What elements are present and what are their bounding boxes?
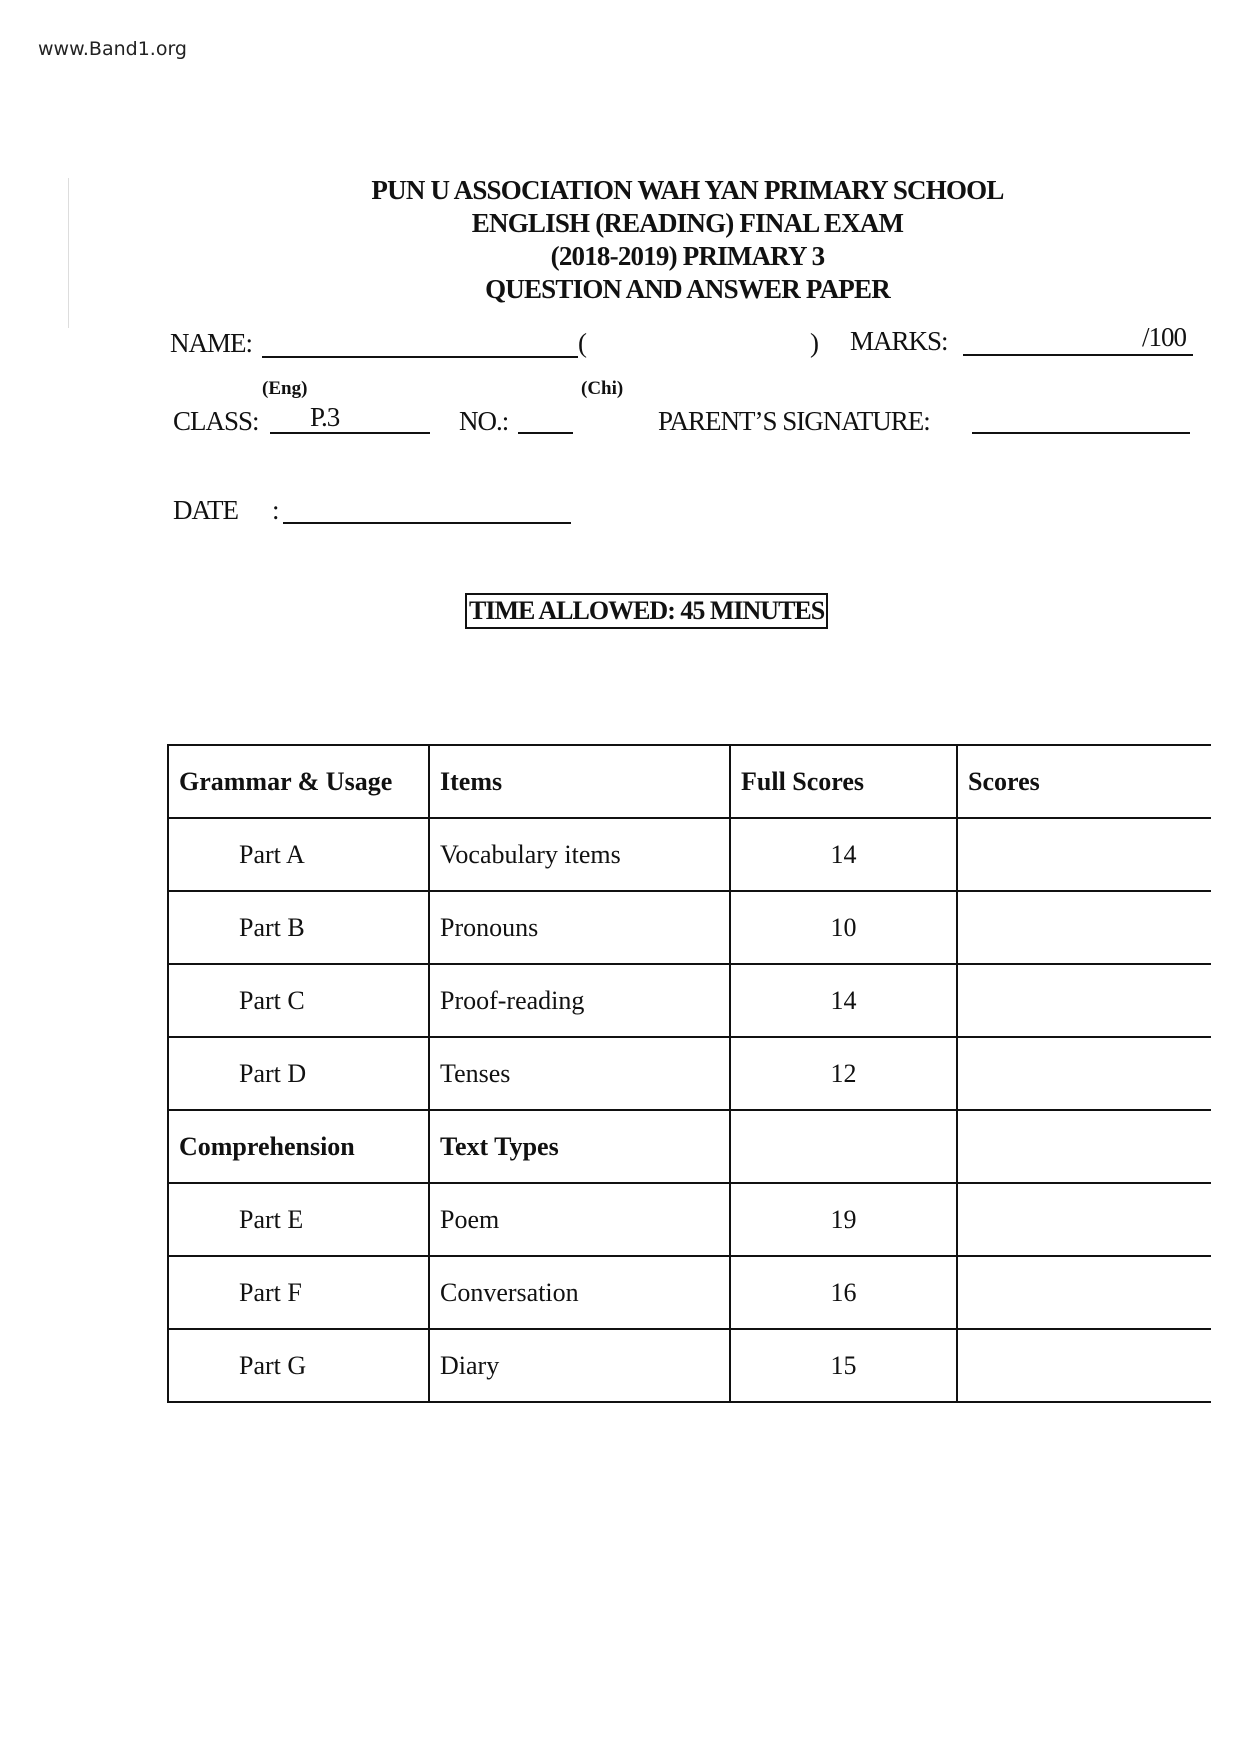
item-cell: Poem [429,1183,730,1256]
full-score-cell: 12 [730,1037,957,1110]
table-row [168,1183,1211,1256]
full-score-cell: 15 [730,1329,957,1402]
part-cell: Part F [168,1256,429,1329]
score-cell[interactable] [957,1183,1211,1256]
paper-type: QUESTION AND ANSWER PAPER [485,274,890,304]
table-row [168,891,1211,964]
part-cell: Part D [168,1037,429,1110]
name-label: NAME: [170,328,252,358]
item-cell: Pronouns [429,891,730,964]
part-cell: Part C [168,964,429,1037]
close-paren: ) [810,328,818,358]
exam-year: (2018-2019) PRIMARY 3 [550,241,825,271]
item-cell: Vocabulary items [429,818,730,891]
date-label: DATE [173,495,238,525]
full-score-cell: 14 [730,964,957,1037]
score-cell[interactable] [957,891,1211,964]
item-cell: Tenses [429,1037,730,1110]
item-cell: Proof-reading [429,964,730,1037]
score-table [167,744,1211,1403]
no-field[interactable] [518,432,573,434]
parent-signature-label: PARENT’S SIGNATURE: [658,406,930,436]
eng-label: (Eng) [262,378,308,399]
score-cell[interactable] [957,964,1211,1037]
table-row [168,1037,1211,1110]
marks-field[interactable] [963,354,1193,356]
exam-header [0,174,1240,306]
open-paren: ( [578,328,586,358]
parent-signature-field[interactable] [972,432,1190,434]
marks-label: MARKS: [850,326,948,356]
item-cell: Diary [429,1329,730,1402]
part-cell: Part G [168,1329,429,1402]
score-cell[interactable] [957,818,1211,891]
date-colon: : [272,495,279,525]
score-cell[interactable] [957,1037,1211,1110]
class-field[interactable] [270,432,430,434]
section-header-row [168,1110,1211,1183]
full-score-cell: 16 [730,1256,957,1329]
exam-title: ENGLISH (READING) FINAL EXAM [471,208,904,238]
score-cell[interactable] [957,1256,1211,1329]
school-name: PUN U ASSOCIATION WAH YAN PRIMARY SCHOOL [371,175,1004,205]
section-comprehension: Comprehension [168,1110,429,1183]
table-header-row [168,745,1211,818]
item-cell: Conversation [429,1256,730,1329]
header-section: Grammar & Usage [168,745,429,818]
full-score-cell: 14 [730,818,957,891]
part-cell: Part B [168,891,429,964]
marks-total: /100 [1142,322,1187,352]
score-cell[interactable] [957,1329,1211,1402]
no-label: NO.: [459,406,509,436]
table-row [168,1329,1211,1402]
date-field[interactable] [283,522,571,524]
name-chi-field[interactable] [590,326,802,360]
header-full-scores: Full Scores [730,745,957,818]
part-cell: Part A [168,818,429,891]
time-allowed: TIME ALLOWED: 45 MINUTES [465,593,828,629]
section-text-types: Text Types [429,1110,730,1183]
full-score-cell: 19 [730,1183,957,1256]
full-score-cell: 10 [730,891,957,964]
empty-cell [730,1110,957,1183]
table-row [168,964,1211,1037]
header-items: Items [429,745,730,818]
header-scores: Scores [957,745,1211,818]
class-value: P.3 [310,402,340,432]
table-row [168,1256,1211,1329]
chi-label: (Chi) [581,378,624,399]
empty-cell [957,1110,1211,1183]
class-label: CLASS: [173,406,259,436]
watermark: www.Band1.org [38,38,187,60]
table-row [168,818,1211,891]
part-cell: Part E [168,1183,429,1256]
name-eng-field[interactable] [262,356,578,358]
